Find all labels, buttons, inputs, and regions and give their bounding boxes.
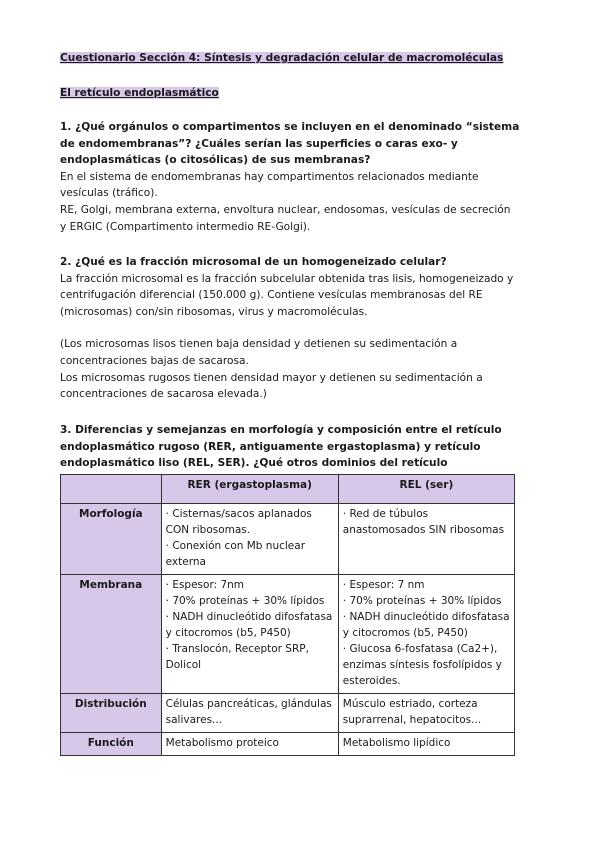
answer-2-paragraph-3: Los microsomas rugosos tienen densidad mayor y detienen su sedimentación a concentraciones de sacarosa elevada.) [60,371,483,401]
cell-rer [161,575,338,694]
question-2-block [60,254,520,403]
cell-rel [338,694,514,733]
cell-line: · Conexión con Mb nuclear externa [165,540,306,568]
question-1-block [60,119,520,235]
cell-line: · Glucosa 6-fosfatasa (Ca2+), enzimas síntesis fosfolípidos y esteroides. [342,643,502,687]
cell-rel [338,575,514,694]
question-2: 2. ¿Qué es la fracción microsomal de un homogeneizado celular? [60,256,447,268]
cell-line: · Translocón, Receptor SRP, Dolicol [165,643,309,671]
answer-2-paragraph-1: La fracción microsomal es la fracción subcelular obtenida tras lisis, homogeneizado y centrifugación diferencial (150.000 g). Contiene vesículas membranosas del RE (microsomas) con/sin ribosomas, virus y macromoléculas. [60,272,514,318]
table-row-funcion [61,733,515,756]
answer-2-paragraph-2: (Los microsomas lisos tienen baja densidad y detienen su sedimentación a concentraciones bajas de sacarosa. [60,338,458,367]
table-body [61,504,515,756]
cell-line: · NADH dinucleótido difosfatasa y citocromos (b5, P450) [342,611,510,639]
document-title: Cuestionario Sección 4: Síntesis y degradación celular de macromoléculas [60,52,504,64]
table-row-distribucion [61,694,515,733]
question-1: 1. ¿Qué orgánulos o compartimentos se incluyen en el denominado “sistema de endomembranas”? ¿Cuáles serían las superficies o caras exo- y endoplasmáticas (o citosólicas) de sus membranas? [60,121,520,167]
table-corner-cell [61,475,162,504]
cell-line: · 70% proteínas + 30% lípidos [342,595,502,607]
row-header: Función [61,733,162,756]
cell-line: · NADH dinucleótido difosfatasa y citocromos (b5, P450) [165,611,333,639]
cell-rer [161,504,338,575]
cell-line: · Red de túbulos anastomosados SIN ribosomas [342,508,505,536]
column-header-rel: REL (ser) [338,475,514,504]
cell-rel [338,504,514,575]
table-header-row [61,475,515,504]
table-row-membrana [61,575,515,694]
row-header: Membrana [61,575,162,694]
table-row-morfologia [61,504,515,575]
cell-rer [161,733,338,756]
answer-1-paragraph-1: En el sistema de endomembranas hay compartimentos relacionados mediante vesículas (tráfico). [60,170,479,200]
cell-line: Células pancreáticas, glándulas salivares... [165,698,332,726]
cell-line: · 70% proteínas + 30% lípidos [165,595,325,607]
cell-rel [338,733,514,756]
cell-line: · Espesor: 7nm [165,579,245,591]
answer-1-paragraph-2: RE, Golgi, membrana externa, envoltura nuclear, endosomas, vesículas de secreción y ERGIC (Compartimento intermedio RE-Golgi). [60,203,511,233]
row-header: Morfología [61,504,162,575]
rer-rel-comparison-table [60,474,515,756]
cell-line: · Espesor: 7 nm [342,579,425,591]
cell-line: Músculo estriado, corteza suprarrenal, hepatocitos... [342,698,482,726]
column-header-rer: RER (ergastoplasma) [161,475,338,504]
section-heading: El retículo endoplasmático [60,87,219,99]
cell-rer [161,694,338,733]
cell-line: · Cisternas/sacos aplanados CON ribosomas. [165,508,312,536]
row-header: Distribución [61,694,162,733]
cell-line: Metabolismo proteico [165,737,279,749]
question-3: 3. Diferencias y semejanzas en morfología y composición entre el retículo endoplasmático rugoso (RER, antiguamente ergastoplasma) y retículo endoplasmático liso (REL, SER). ¿Qué otros dominios del retículo [60,424,502,470]
cell-line: Metabolismo lipídico [342,737,451,749]
